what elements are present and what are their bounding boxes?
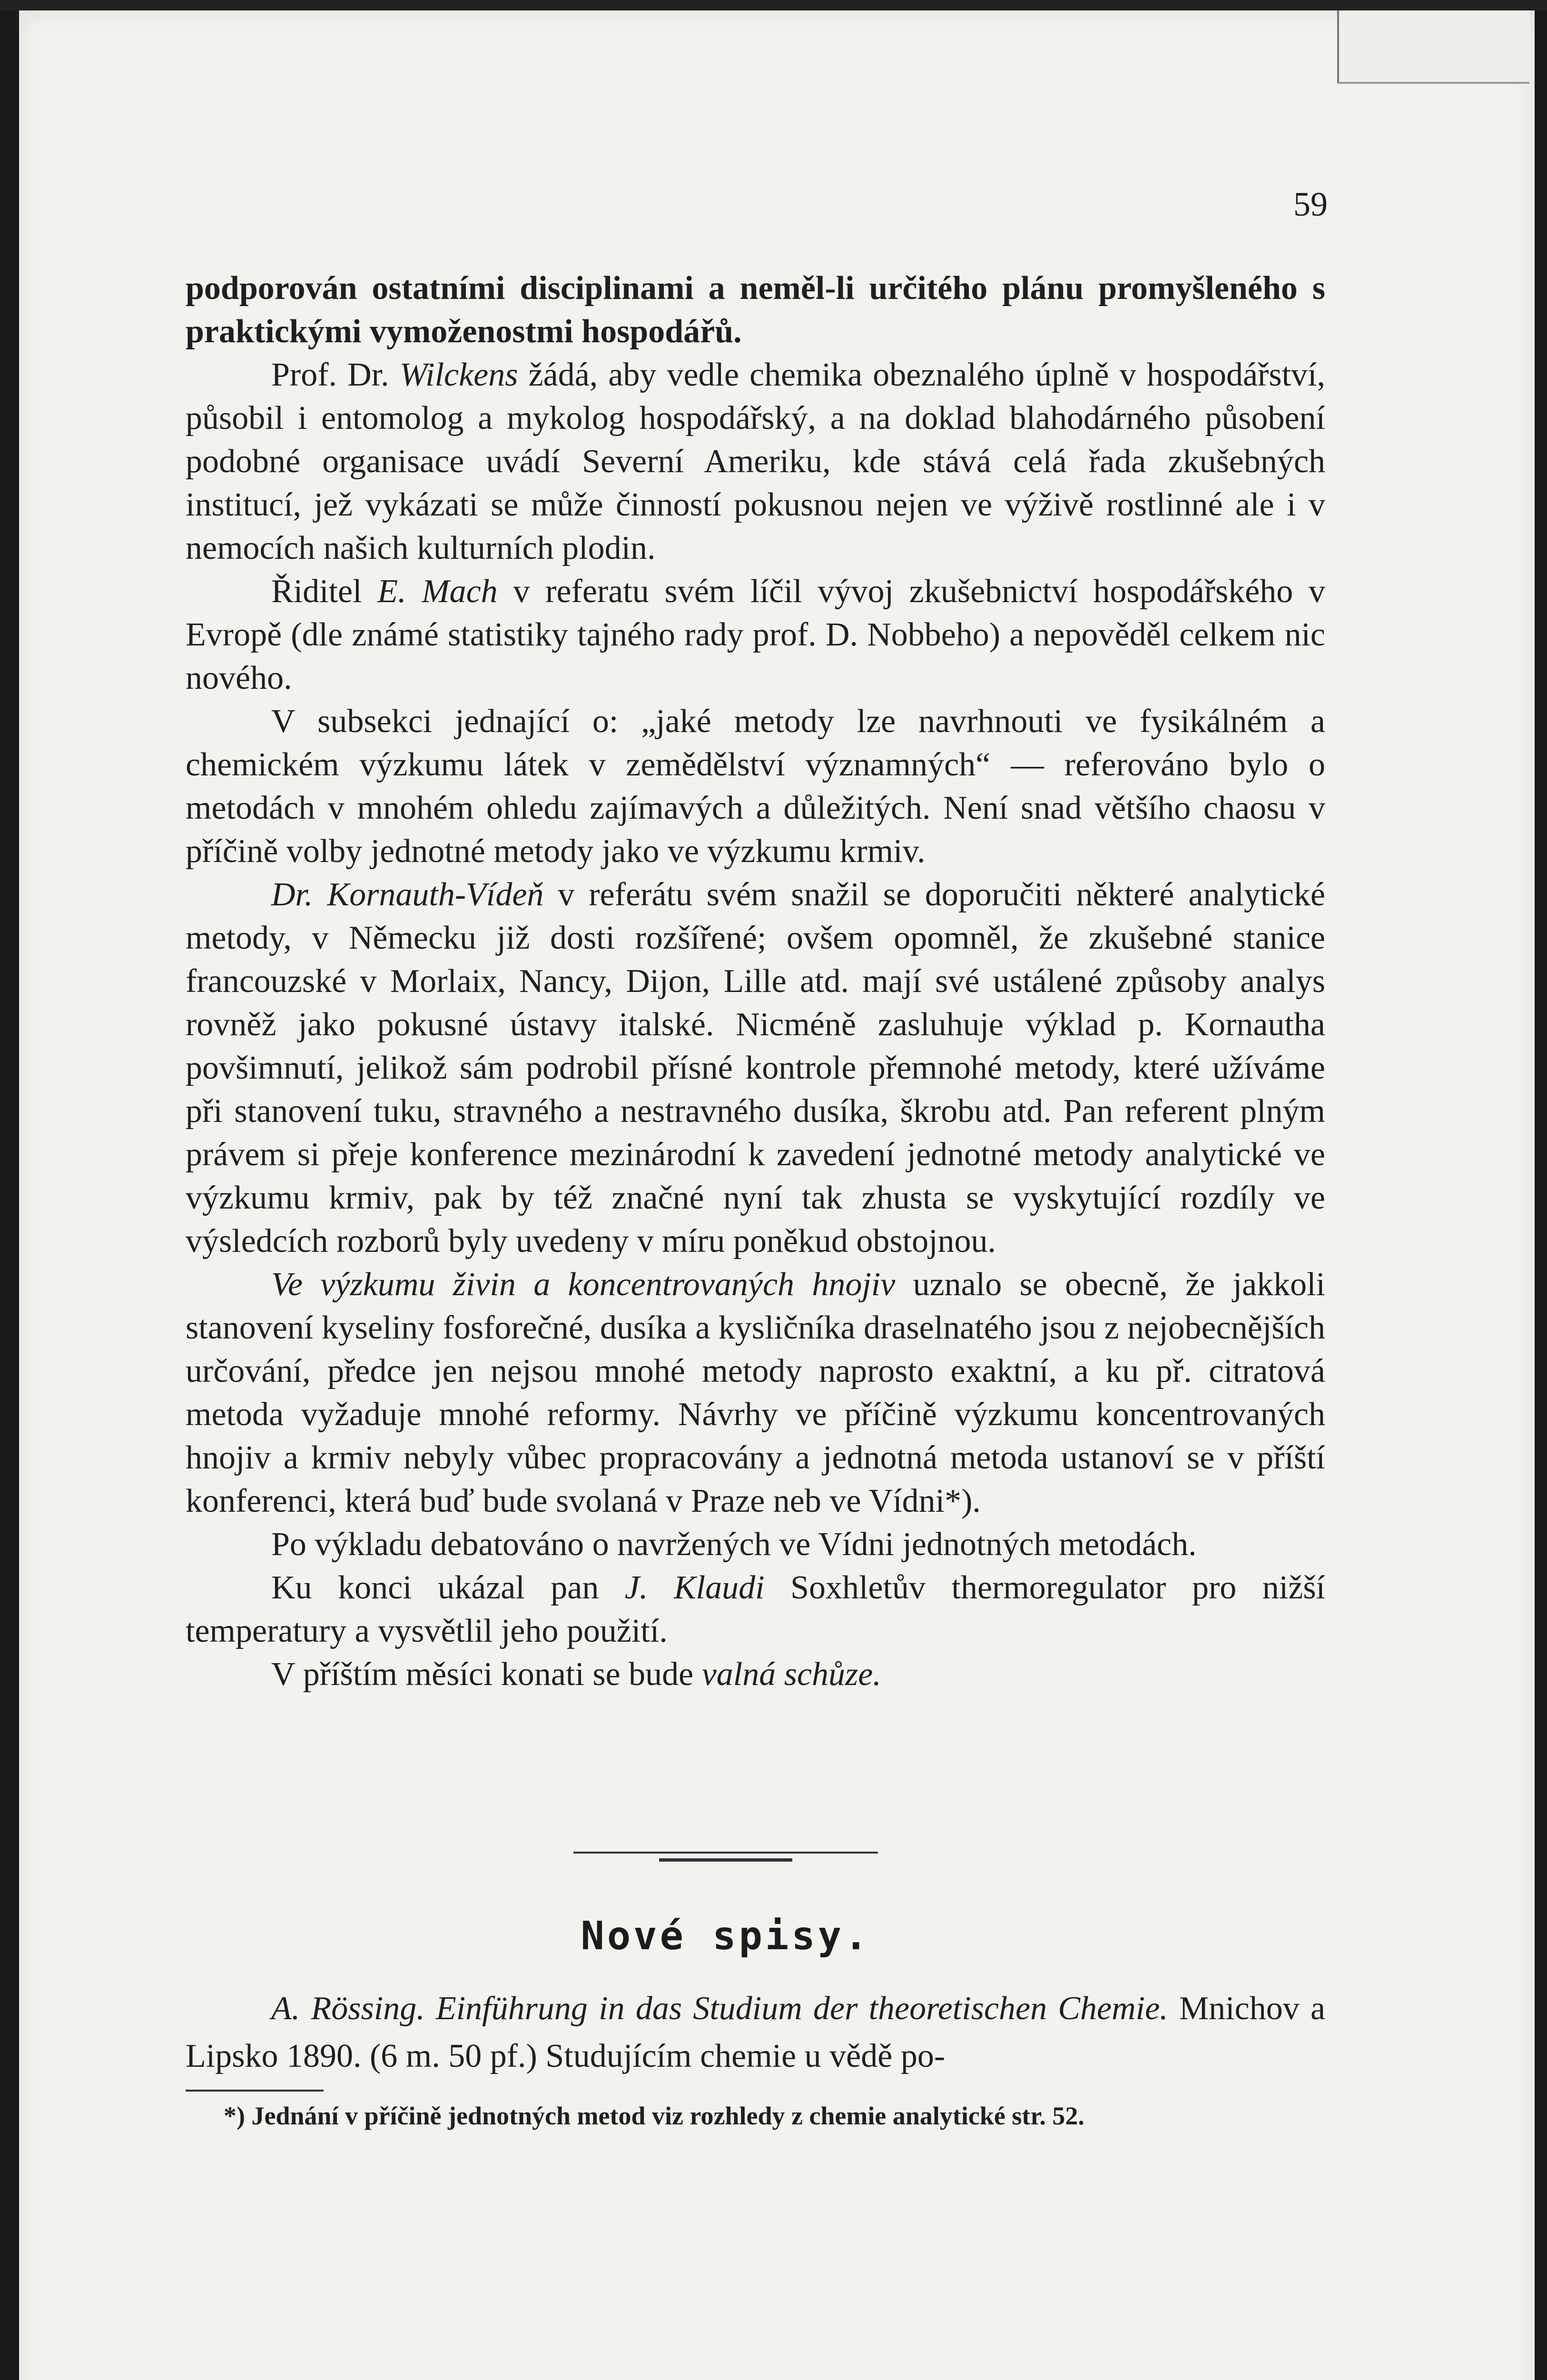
paragraph-1: podporován ostatními disciplinami a neměl-li určitého plánu promyšleného s praktickými vymoženostmi hospodářů. bbox=[186, 270, 1325, 350]
p5-text: v referátu svém snažil se doporučiti některé analytické metody, v Německu již dosti rozšířené; ovšem opomněl, že zkušebné stanice francouzské v Morlaix, Nancy, Dijon, Lille atd. mají své ustálené způsoby analys rovněž jako pokusné ústavy italské. Nicméně zasluhuje výklad p. Kornautha povšimnutí, jelikož sám podrobil přísné kontrole přemnohé metody, které užíváme při stanovení tuku, stravného a nestravného dusíka, škrobu atd. Pan referent plným právem si přeje konference mezinárodní k zavedení jednotné metody analytické ve výzkumu krmiv, pak by též značné nyní tak zhusta se vyskytující rozdíly ve výsledcích rozborů byly uvedeny v míru poněkud obstojnou. bbox=[186, 876, 1326, 1259]
p8-name: J. Klaudi bbox=[624, 1569, 765, 1606]
main-text bbox=[186, 267, 1325, 1696]
footnote-rule bbox=[186, 2090, 324, 2092]
p2-lead: Prof. Dr. bbox=[271, 357, 400, 393]
section-title: Nové spisy. bbox=[581, 1914, 871, 1959]
p8-text: Soxhletův thermoregulator pro nižší temperatury a vysvětlil jeho použití. bbox=[186, 1569, 1326, 1649]
page-number: 59 bbox=[1293, 185, 1328, 223]
footnote: *) Jednání v příčině jednotných metod viz rozhledy z chemie analytické str. 52. bbox=[224, 2102, 1084, 2130]
review-author: A. Rössing. bbox=[271, 1990, 425, 2027]
divider-bar bbox=[659, 1858, 792, 1862]
paragraph-3 bbox=[186, 570, 1325, 700]
p5-name: Dr. Kornauth-Vídeň bbox=[271, 876, 544, 913]
paragraph-9 bbox=[186, 1653, 1325, 1696]
p3-name: E. Mach bbox=[377, 573, 498, 610]
review-paragraph bbox=[186, 1985, 1325, 2080]
p2-name: Wilckens bbox=[399, 357, 518, 393]
p9-lead: V příštím měsíci konati se bude bbox=[271, 1656, 702, 1693]
paragraph-2 bbox=[186, 353, 1325, 570]
p6-name: Ve výzkumu živin a koncentrovaných hnojiv bbox=[271, 1266, 896, 1303]
paragraph-4: V subsekci jednající o: „jaké metody lze navrhnouti ve fysikálném a chemickém výzkumu látek v zemědělství významných“ — referováno bylo o metodách v mnohém ohledu zajímavých a důležitých. Není snad většího chaosu v příčině volby jednotné metody jako ve výzkumu krmiv. bbox=[186, 703, 1325, 870]
p9-name: valná schůze. bbox=[701, 1656, 881, 1693]
review-book-title: Einführung in das Studium der theoretischen Chemie. bbox=[435, 1990, 1168, 2027]
paragraph-8 bbox=[186, 1566, 1325, 1653]
section-divider bbox=[573, 1852, 878, 1862]
p6-text: uznalo se obecně, že jakkoli stanovení kyseliny fosforečné, dusíka a kysličníka draselnatého jsou z nejobecnějších určování, předce jen nejsou mnohé metody naprosto exaktní, a ku př. citratová metoda vyžaduje mnohé reformy. Návrhy ve příčině výzkumu koncentrovaných hnojiv a krmiv nebyly vůbec propracovány a jednotná metoda ustanoví se v příští konferenci, která buď bude svolaná v Praze neb ve Vídni*). bbox=[186, 1266, 1325, 1519]
scan-corner-fragment bbox=[1337, 10, 1529, 84]
paragraph-6 bbox=[186, 1263, 1325, 1523]
book-review bbox=[186, 1985, 1325, 2080]
p3-lead: Řiditel bbox=[271, 573, 378, 610]
p2-text: žádá, aby vedle chemika obeznalého úplně v hospodářství, působil i entomolog a mykolog hospodářský, a na doklad blahodárného působení podobné organisace uvádí Severní Ameriku, kde stává celá řada zkušebných institucí, jež vykázati se může činností pokusnou nejen ve výživě rostlinné ale i v nemocích našich kulturních plodin. bbox=[186, 357, 1325, 566]
p8-lead: Ku konci ukázal pan bbox=[271, 1569, 625, 1606]
divider-line bbox=[573, 1852, 878, 1854]
review-text: Mnichov a Lipsko 1890. (6 m. 50 pf.) Studujícím chemie u vědě po- bbox=[186, 1990, 1326, 2074]
scan-top-edge bbox=[0, 0, 1547, 10]
p3-text: v referatu svém líčil vývoj zkušebnictví hospodářského v Evropě (dle známé statistiky tajného rady prof. D. Nobbeho) a nepověděl celkem nic nového. bbox=[186, 573, 1325, 696]
paragraph-5 bbox=[186, 873, 1325, 1263]
paragraph-7: Po výkladu debatováno o navržených ve Vídni jednotných metodách. bbox=[271, 1526, 1197, 1563]
